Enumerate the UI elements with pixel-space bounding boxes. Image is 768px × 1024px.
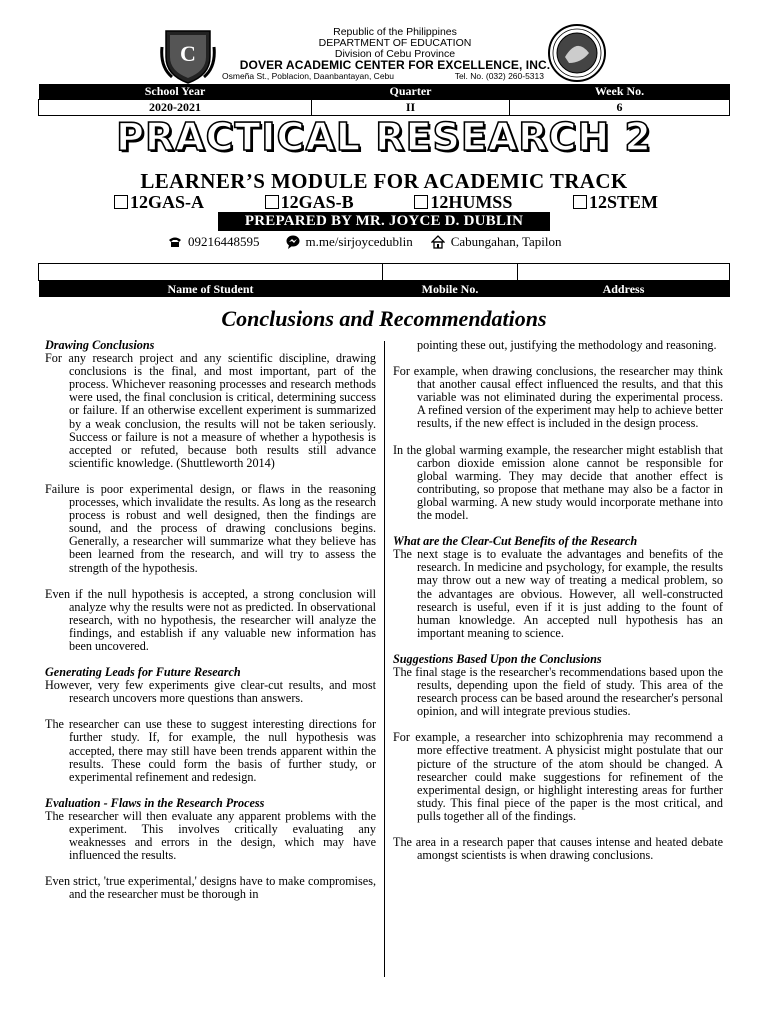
school-address: Osmeña St., Poblacion, Daanbantayan, Cebu [222, 71, 394, 81]
address-line [222, 71, 544, 81]
department-line: DEPARTMENT OF EDUCATION [318, 37, 472, 49]
info-header-quarter: Quarter [312, 84, 510, 100]
heading-drawing-conclusions: Drawing Conclusions [45, 338, 155, 352]
student-header-name: Name of Student [39, 281, 383, 298]
messenger-icon [286, 235, 300, 249]
student-name-field[interactable] [39, 264, 383, 281]
messenger-link[interactable]: m.me/sirjoycedublin [305, 234, 413, 249]
info-value-school-year: 2020-2021 [39, 100, 312, 116]
school-tel: Tel. No. (032) 260-5313 [454, 71, 544, 81]
paragraph: However, very few experiments give clear-cut results, and most research uncovers more questions than answers. [45, 678, 376, 706]
house-icon [431, 235, 445, 249]
checkbox-icon[interactable] [414, 195, 428, 209]
school-name: DOVER ACADEMIC CENTER FOR EXCELLENCE, INC. [239, 58, 551, 72]
module-subtitle: LEARNER’S MODULE FOR ACADEMIC TRACK [140, 169, 628, 193]
info-header-school-year: School Year [39, 84, 312, 100]
paragraph: The researcher will then evaluate any apparent problems with the experiment. This involves critically evaluating any weaknesses and errors in the design, which may have influenced the results. [45, 808, 376, 863]
paragraph: The next stage is to evaluate the advantages and benefits of the research. In medicine and psychology, for example, the results may throw out a new way of treating a medical problem, so the advantages are obvious. However, all well-constructed research is useful, even if it is just adding to the fount of human knowledge. An accepted null hypothesis has an important meaning to science. [393, 547, 723, 640]
contact-info [168, 234, 562, 250]
info-value-week: 6 [510, 100, 730, 116]
track-label: 12HUMSS [430, 192, 513, 212]
heading-generating-leads: Generating Leads for Future Research [45, 665, 241, 680]
track-label: 12STEM [588, 192, 658, 212]
phone-icon [168, 235, 182, 249]
republic-line: Republic of the Philippines [333, 26, 457, 38]
track-option[interactable] [114, 192, 204, 213]
info-table [38, 84, 730, 116]
checkbox-icon[interactable] [573, 195, 587, 209]
division-line: Division of Cebu Province [334, 48, 456, 60]
track-option[interactable] [414, 192, 512, 213]
paragraph: Even if the null hypothesis is accepted, a strong conclusion will analyze why the results were not as predicted. In observational research, with no hypothesis, the researcher will analyze the findings, and establish if any valuable new information has been uncovered. [45, 586, 376, 653]
paragraph: The area in a research paper that causes intense and heated debate amongst scientists is when drawing conclusions. [393, 835, 723, 863]
right-column [393, 339, 723, 875]
paragraph: For any research project and any scientific discipline, drawing conclusions is the final, and most important, part of the process. Whichever reasoning processes and research methods were used, the final conclusion is critical, determining success or failure. If an otherwise excellent experiment is summarized by a weak conclusion, the results will not be taken seriously. Success or failure is not a measure of whether a hypothesis is accepted or refuted, because both results still advance scientific knowledge. (Shuttleworth 2014) [45, 351, 376, 470]
module-title: PRACTICAL RESEARCH 2 [116, 115, 652, 159]
heading-suggestions: Suggestions Based Upon the Conclusions [393, 651, 602, 666]
student-header-mobile: Mobile No. [383, 281, 518, 298]
column-divider [384, 341, 385, 977]
paragraph: Even strict, 'true experimental,' designs have to make compromises, and the researcher must be thorough in [45, 874, 376, 902]
checkbox-icon[interactable] [265, 195, 279, 209]
student-header-address: Address [518, 281, 730, 298]
track-option[interactable] [573, 192, 658, 213]
location-text: Cabungahan, Tapilon [450, 234, 562, 249]
heading-clear-cut-benefits: What are the Clear-Cut Benefits of the Research [393, 534, 638, 549]
paragraph: For example, a researcher into schizophrenia may recommend a more effective treatment. A physicist might postulate that our picture of the structure of the atom should be changed. A researcher could make suggestions for refinement of the experimental design, or highlight interesting areas for further study. This final piece of the paper is the most critical, and pulls together all of the findings. [393, 730, 723, 823]
track-checkboxes [114, 192, 658, 213]
paragraph: For example, when drawing conclusions, the researcher may think that another causal effect influenced the results, and that this variable was not eliminated during the experimental process. A refined version of the experiment may help to achieve better results, if the new effect is included in the design process. [393, 364, 723, 431]
school-header [230, 27, 560, 71]
phone-number: 09216448595 [188, 234, 260, 249]
paragraph: pointing these out, justifying the methodology and reasoning. [417, 338, 717, 352]
heading-evaluation: Evaluation - Flaws in the Research Process [45, 795, 265, 810]
info-value-quarter: II [312, 100, 510, 116]
left-column [45, 339, 376, 914]
student-table [38, 263, 730, 297]
prepared-by-banner: PREPARED BY MR. JOYCE D. DUBLIN [218, 212, 550, 231]
track-label: 12GAS-B [280, 192, 354, 212]
svg-text:C: C [180, 41, 196, 66]
mobile-number-field[interactable] [383, 264, 518, 281]
track-label: 12GAS-A [130, 192, 205, 212]
info-header-week: Week No. [510, 84, 730, 100]
paragraph: Failure is poor experimental design, or flaws in the reasoning processes, which invalidate the results. As long as the research process is robust and well designed, then the findings are sound, and the process of drawing conclusions begins. Generally, a researcher will summarize what they believe has been learned from the research, and will try to assess the strength of the hypothesis. [45, 481, 376, 575]
school-logo [160, 27, 216, 85]
section-title: Conclusions and Recommendations [221, 306, 547, 331]
checkbox-icon[interactable] [114, 195, 128, 209]
paragraph: The researcher can use these to suggest interesting directions for further study. If, for example, the null hypothesis was accepted, there may still have been trends apparent within the results. These could form the basis of further study, or experimental refinement and redesign. [45, 717, 376, 784]
paragraph: The final stage is the researcher's recommendations based upon the results, depending upon the field of study. This area of the research process can be based around the researcher's personal opinion, and will integrate previous studies. [393, 664, 723, 719]
paragraph: In the global warming example, the researcher might establish that carbon dioxide emission alone cannot be responsible for global warming. They may decide that another effect is contributing, so propose that methane may also be a factor in global warming. A new study would incorporate methane into the model. [393, 442, 723, 523]
track-option[interactable] [265, 192, 354, 213]
address-field[interactable] [518, 264, 730, 281]
